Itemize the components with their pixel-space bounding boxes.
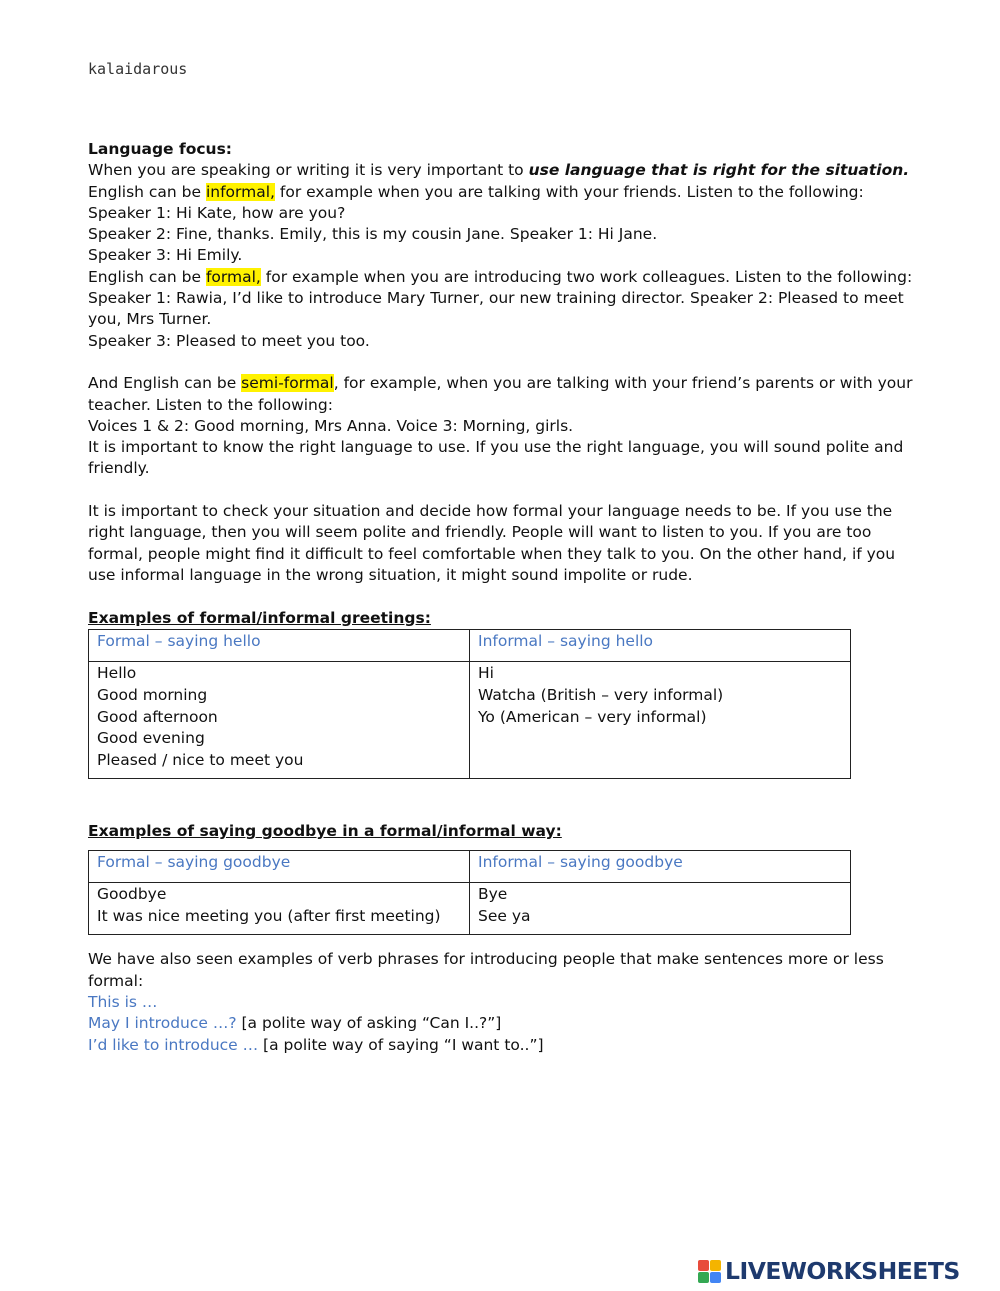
list-item: Good afternoon (97, 707, 218, 726)
highlight-semi-formal: semi-formal (241, 374, 334, 393)
list-item: Hi (478, 664, 494, 683)
list-item: Pleased / nice to meet you (97, 750, 304, 769)
informal-line: English can be informal, for example when you are talking with your friends. Listen to the following: (88, 182, 864, 201)
list-item: Good morning (97, 686, 208, 705)
worksheet-content (88, 139, 918, 1056)
verb-phrase-line (88, 1035, 918, 1056)
highlight-informal: informal, (205, 182, 275, 201)
goodbyes-title: Examples of saying goodbye in a formal/informal way: (88, 822, 562, 841)
right-language-paragraph: It is important to know the right language to use. If you use the right language, you will sound polite and friendly. (88, 438, 904, 478)
list-item: Yo (American – very informal) (478, 707, 707, 726)
table-row (89, 883, 851, 935)
highlight-formal: formal, (205, 267, 261, 286)
goodbyes-formal-header: Formal – saying goodbye (89, 850, 470, 883)
verb-phrase: May I introduce …? (88, 1014, 237, 1033)
goodbyes-informal-header: Informal – saying goodbye (470, 850, 851, 883)
dialogue-line: Speaker 3: Pleased to meet you too. (88, 331, 370, 350)
verb-phrase: This is … (88, 993, 158, 1012)
list-item: See ya (478, 906, 531, 925)
list-item: It was nice meeting you (after first meeting) (97, 906, 441, 925)
goodbyes-table (88, 850, 851, 936)
greetings-formal-header: Formal – saying hello (89, 629, 470, 662)
heading-language-focus: Language focus: (88, 140, 233, 158)
verb-phrase-line (88, 992, 918, 1013)
formal-line: English can be formal, for example when you are introducing two work colleagues. Listen to the following: (88, 267, 913, 286)
logo-blocks-icon (698, 1260, 721, 1283)
greetings-informal-cell (470, 662, 851, 779)
dialogue-line: Voices 1 & 2: Good morning, Mrs Anna. Voice 3: Morning, girls. (88, 416, 574, 435)
liveworksheets-logo (698, 1257, 960, 1285)
dialogue-line: Speaker 1: Rawia, I’d like to introduce Mary Turner, our new training director. Speaker 2: Pleased to meet you, Mrs Turner. (88, 289, 904, 329)
list-item: Watcha (British – very informal) (478, 686, 724, 705)
dialogue-line: Speaker 1: Hi Kate, how are you? (88, 203, 346, 222)
table-row (89, 662, 851, 779)
author-name: kalaidarous (88, 60, 188, 78)
greetings-title: Examples of formal/informal greetings: (88, 608, 431, 627)
dialogue-line: Speaker 2: Fine, thanks. Emily, this is my cousin Jane. Speaker 1: Hi Jane. (88, 225, 658, 244)
list-item: Hello (97, 664, 137, 683)
greetings-table (88, 629, 851, 780)
table-header-row (89, 629, 851, 662)
list-item: Bye (478, 885, 508, 904)
verb-phrase-line (88, 1013, 918, 1034)
goodbyes-informal-cell (470, 883, 851, 935)
list-item: Goodbye (97, 885, 167, 904)
goodbyes-formal-cell (89, 883, 470, 935)
check-situation-paragraph: It is important to check your situation and decide how formal your language needs to be. If you use the right language, then you will seem polite and friendly. People will want to listen to you. If you are too formal, people might find it difficult to feel comfortable when they talk to you. On the other hand, if you use informal language in the wrong situation, it might sound impolite or rude. (88, 502, 896, 584)
dialogue-line: Speaker 3: Hi Emily. (88, 246, 243, 265)
verb-phrase-note: [a polite way of saying “I want to..”] (258, 1035, 544, 1054)
verb-phrases-intro: We have also seen examples of verb phrases for introducing people that make sentences more or less formal: (88, 950, 884, 990)
table-header-row (89, 850, 851, 883)
list-item: Good evening (97, 729, 205, 748)
intro-paragraph: When you are speaking or writing it is very important to use language that is right for the situation. (88, 161, 910, 180)
intro-emphasis: use language that is right for the situation. (528, 161, 910, 180)
greetings-formal-cell (89, 662, 470, 779)
logo-text: LIVEWORKSHEETS (725, 1257, 960, 1285)
verb-phrase-note: [a polite way of asking “Can I..?”] (236, 1014, 502, 1033)
verb-phrase: I’d like to introduce … (88, 1035, 259, 1054)
greetings-informal-header: Informal – saying hello (470, 629, 851, 662)
semi-formal-line: And English can be semi-formal, for example, when you are talking with your friend’s parents or with your teacher. Listen to the following: (88, 374, 913, 414)
